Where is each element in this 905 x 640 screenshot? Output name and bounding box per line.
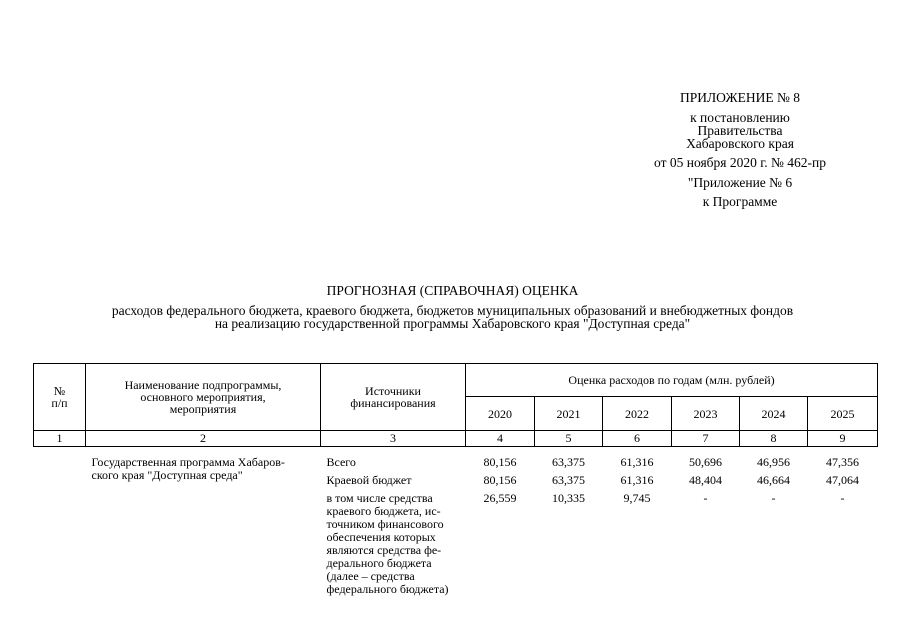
source-cell: Всего xyxy=(326,455,356,469)
value-cell: - xyxy=(703,491,708,505)
value-cell: 61,316 xyxy=(620,473,654,487)
column-number: 4 xyxy=(466,431,535,447)
header-year: 2024 xyxy=(740,397,808,431)
value-cell: 80,156 xyxy=(483,473,517,487)
header-year: 2022 xyxy=(603,397,672,431)
header-year: 2023 xyxy=(672,397,740,431)
value-cell: 80,156 xyxy=(483,455,517,469)
budget-table xyxy=(33,363,878,596)
column-number: 9 xyxy=(808,431,878,447)
column-number: 7 xyxy=(672,431,740,447)
source-cell: Краевой бюджет xyxy=(326,473,412,487)
value-cell: 63,375 xyxy=(552,473,585,487)
value-cell: 9,745 xyxy=(623,491,651,505)
document-subtitle-line1: расходов федерального бюджета, краевого бюджета, бюджетов муниципальных образований и внебюджетных фондов xyxy=(111,303,794,318)
header-name: Наименование подпрограммы, основного мероприятия, мероприятия xyxy=(86,364,321,431)
header-source: Источники финансирования xyxy=(321,364,466,431)
table-row xyxy=(34,447,878,470)
value-cell: 47,064 xyxy=(826,473,860,487)
appendix-line-attachment: "Приложение № 6 xyxy=(687,175,793,190)
document-title: ПРОГНОЗНАЯ (СПРАВОЧНАЯ) ОЦЕНКА xyxy=(326,283,579,298)
value-cell: 63,375 xyxy=(552,455,585,469)
appendix-line-date: от 05 ноября 2020 г. № 462-пр xyxy=(654,155,826,170)
header-estimate: Оценка расходов по годам (млн. рублей) xyxy=(466,364,878,397)
value-cell: 47,356 xyxy=(826,455,860,469)
appendix-line-government: Правительства xyxy=(697,123,783,138)
value-cell: 50,696 xyxy=(689,455,722,469)
column-number: 8 xyxy=(740,431,808,447)
value-cell: 46,956 xyxy=(757,455,790,469)
header-year: 2025 xyxy=(808,397,878,431)
appendix-line-program: к Программе xyxy=(702,194,778,209)
appendix-number: ПРИЛОЖЕНИЕ № 8 xyxy=(679,90,801,105)
value-cell: 26,559 xyxy=(483,491,517,505)
value-cell: 61,316 xyxy=(620,455,654,469)
appendix-line-region: Хабаровского края xyxy=(686,136,794,151)
column-number: 3 xyxy=(321,431,466,447)
value-cell: 10,335 xyxy=(552,491,585,505)
column-number: 6 xyxy=(603,431,672,447)
appendix-line-resolution: к постановлению xyxy=(690,110,790,125)
header-row-top xyxy=(34,364,878,397)
value-cell: 46,664 xyxy=(757,473,790,487)
header-year: 2021 xyxy=(535,397,603,431)
program-name: Государственная программа Хабаров- ского края "Доступная среда" xyxy=(91,455,285,482)
column-number: 1 xyxy=(34,431,86,447)
value-cell: - xyxy=(840,491,845,505)
value-cell: 48,404 xyxy=(689,473,722,487)
value-cell: - xyxy=(771,491,776,505)
source-cell: в том числе средства краевого бюджета, ис- точником финансового обеспечения которых являются средства фе- дерального бюджета (далее – средства федерального бюджета) xyxy=(326,491,449,596)
column-number: 5 xyxy=(535,431,603,447)
column-number: 2 xyxy=(86,431,321,447)
header-num: № п/п xyxy=(34,364,86,431)
document-subtitle-line2: на реализацию государственной программы Хабаровского края "Доступная среда" xyxy=(214,316,691,331)
column-numbers-row xyxy=(34,431,878,447)
header-year: 2020 xyxy=(466,397,535,431)
